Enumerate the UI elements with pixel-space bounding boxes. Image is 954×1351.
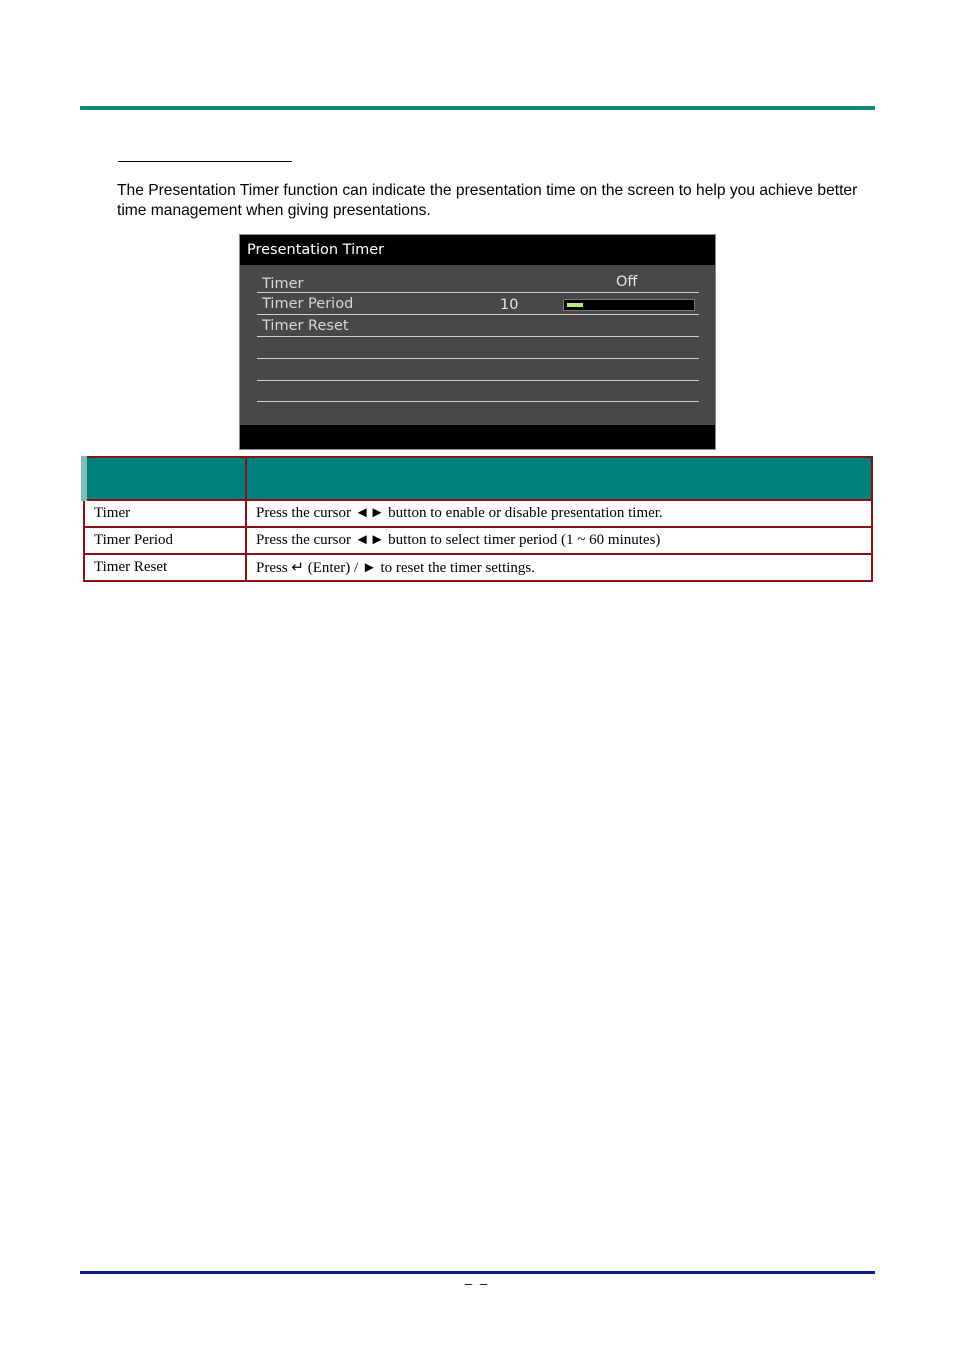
table-header-row [84, 457, 872, 500]
osd-title: Presentation Timer [240, 235, 715, 265]
osd-row-timer-label: Timer [262, 276, 304, 292]
table-cell-description: Press the cursor ◄► button to enable or disable presentation timer. [246, 500, 872, 527]
osd-menu-screenshot [239, 234, 716, 450]
osd-divider [257, 336, 699, 337]
intro-paragraph: The Presentation Timer function can indicate the presentation time on the screen to help you achieve better time management when giving presentations. [117, 182, 858, 219]
osd-period-slider [563, 299, 695, 311]
table-cell-item: Timer Period [84, 527, 246, 554]
osd-divider [257, 380, 699, 381]
osd-period-slider-fill [567, 303, 583, 307]
osd-divider [257, 401, 699, 402]
table-cell-item: Timer Reset [84, 554, 246, 581]
table-cell-description: Press the cursor ◄► button to select timer period (1 ~ 60 minutes) [246, 527, 872, 554]
osd-divider [257, 314, 699, 315]
table-header-description [246, 457, 872, 500]
table-row [84, 527, 872, 554]
header-rule [80, 106, 875, 110]
table-cell-description: Press ↵ (Enter) / ► to reset the timer settings. [246, 554, 872, 581]
osd-divider [257, 358, 699, 359]
osd-row-period-value: 10 [500, 297, 519, 313]
page-number: – – [464, 1276, 490, 1291]
function-table [81, 456, 873, 582]
table-cell-item: Timer [84, 500, 246, 527]
osd-footer-bar [240, 425, 715, 449]
table-header-item [84, 457, 246, 500]
osd-divider [257, 292, 699, 293]
section-heading-underline [118, 161, 292, 162]
osd-row-period-label: Timer Period [262, 296, 354, 312]
table-row [84, 500, 872, 527]
footer-rule [80, 1271, 875, 1274]
table-row [84, 554, 872, 581]
osd-row-timer-value: Off [616, 274, 638, 290]
osd-row-reset-label: Timer Reset [262, 318, 349, 334]
